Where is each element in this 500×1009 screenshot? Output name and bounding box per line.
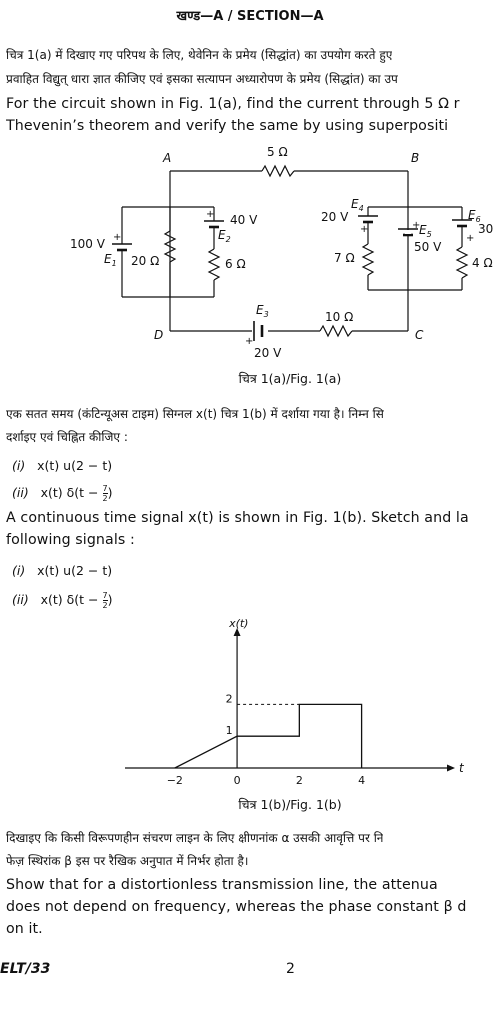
signal-plot	[0, 618, 500, 788]
r-4-label: 4 Ω	[472, 256, 493, 270]
signal-curve	[175, 704, 362, 768]
node-a-label: A	[163, 151, 172, 165]
y-tick-label: 1	[225, 724, 233, 738]
q1a-hindi-line-2: प्रवाहित विद्युत् धारा ज्ञात कीजिए एवं इसका सत्यापन अध्यारोपण के प्रमेय (सिद्धांत) का उप	[6, 72, 398, 86]
q1c-english-line-3: on it.	[6, 921, 43, 937]
q1b-hindi-line-2: दर्शाइए एवं चिह्नित कीजिए :	[6, 430, 128, 444]
q1b-english-line-1: A continuous time signal x(t) is shown in Fig. 1(b). Sketch and la	[6, 510, 469, 526]
r-bottom-label: 10 Ω	[325, 310, 354, 324]
q1b-item-ii-english: (ii) x(t) δ(t − $\frac{7}{2}$ )	[12, 591, 113, 610]
fig1a-caption: चित्र 1(a)/Fig. 1(a)	[238, 371, 342, 386]
r-6-label: 6 Ω	[225, 257, 246, 271]
e4-value: 20 V	[321, 210, 349, 224]
page-number: 2	[286, 961, 295, 977]
e2-plus: +	[206, 209, 215, 220]
x-axis-label: t	[459, 761, 464, 775]
y-tick-label: 2	[225, 692, 233, 706]
q1b-english-line-2: following signals :	[6, 532, 135, 548]
q1c-english-line-2: does not depend on frequency, whereas the phase constant β d	[6, 899, 467, 915]
e5-name: $E_5$	[419, 223, 432, 239]
x-tick-label: −2	[166, 774, 183, 787]
fraction-7-2: $\frac{7}{2}$	[102, 591, 108, 610]
q1b-hindi-line-1: एक सतत समय (कंटिन्यूअस टाइम) सिग्नल x(t) चित्र 1(b) में दर्शाया गया है। निम्न सि	[6, 407, 384, 421]
e5-plus: +	[412, 220, 421, 231]
q1c-hindi-line-1: दिखाइए कि किसी विरूपणहीन संचरण लाइन के लिए क्षीणनांक α उसकी आवृत्ति पर नि	[6, 831, 384, 845]
e1-plus: +	[113, 232, 122, 243]
e3-value: 20 V	[254, 346, 282, 360]
x-tick-label: 4	[358, 774, 366, 787]
fraction-7-2: $\frac{7}{2}$	[102, 484, 108, 503]
r-7-label: 7 Ω	[334, 251, 355, 265]
node-d-label: D	[154, 328, 164, 342]
q1a-english-line-2: Thevenin’s theorem and verify the same by using superpositi	[6, 118, 449, 134]
section-heading: खण्ड—A / SECTION—A	[176, 9, 324, 24]
x-tick-label: 0	[233, 774, 241, 787]
q1b-item-i-hindi: (i) x(t) u(2 − t)	[12, 458, 113, 473]
e1-value: 100 V	[70, 237, 105, 251]
e6-name: $E_6$	[468, 208, 481, 224]
e2-name: $E_2$	[218, 228, 231, 244]
e2-value: 40 V	[230, 213, 258, 227]
x-tick-label: 2	[295, 774, 303, 787]
e6-value: 30	[478, 222, 494, 236]
e4-plus: +	[360, 224, 369, 235]
node-c-label: C	[415, 328, 424, 342]
e3-name: $E_3$	[256, 303, 269, 319]
e3-plus: +	[245, 336, 254, 347]
q1a-hindi-line-1: चित्र 1(a) में दिखाए गए परिपथ के लिए, थेवेनिन के प्रमेय (सिद्धांत) का उपयोग करते हुए	[6, 48, 393, 62]
e6-plus: +	[466, 233, 475, 244]
q1c-english-line-1: Show that for a distortionless transmission line, the attenua	[6, 877, 438, 893]
q1a-english-line-1: For the circuit shown in Fig. 1(a), find the current through 5 Ω r	[6, 96, 460, 112]
e1-name: $E_1$	[104, 252, 117, 268]
e4-name: $E_4$	[351, 197, 364, 213]
q1b-item-i-english: (i) x(t) u(2 − t)	[12, 563, 113, 578]
r-20-label: 20 Ω	[131, 254, 160, 268]
x-axis-arrow	[447, 765, 455, 772]
q1c-hindi-line-2: फेज़ स्थिरांक β इस पर रैखिक अनुपात में निर्भर होता है।	[6, 854, 249, 868]
fig1b-caption: चित्र 1(b)/Fig. 1(b)	[238, 797, 342, 812]
node-b-label: B	[411, 151, 420, 165]
y-axis-label: x(t)	[229, 618, 249, 630]
circuit-diagram	[0, 140, 500, 370]
e5-value: 50 V	[414, 240, 442, 254]
r-top-label: 5 Ω	[267, 145, 288, 159]
paper-code: ELT/33	[0, 961, 51, 977]
q1b-item-ii-hindi: (ii) x(t) δ(t − $\frac{7}{2}$ )	[12, 484, 113, 503]
